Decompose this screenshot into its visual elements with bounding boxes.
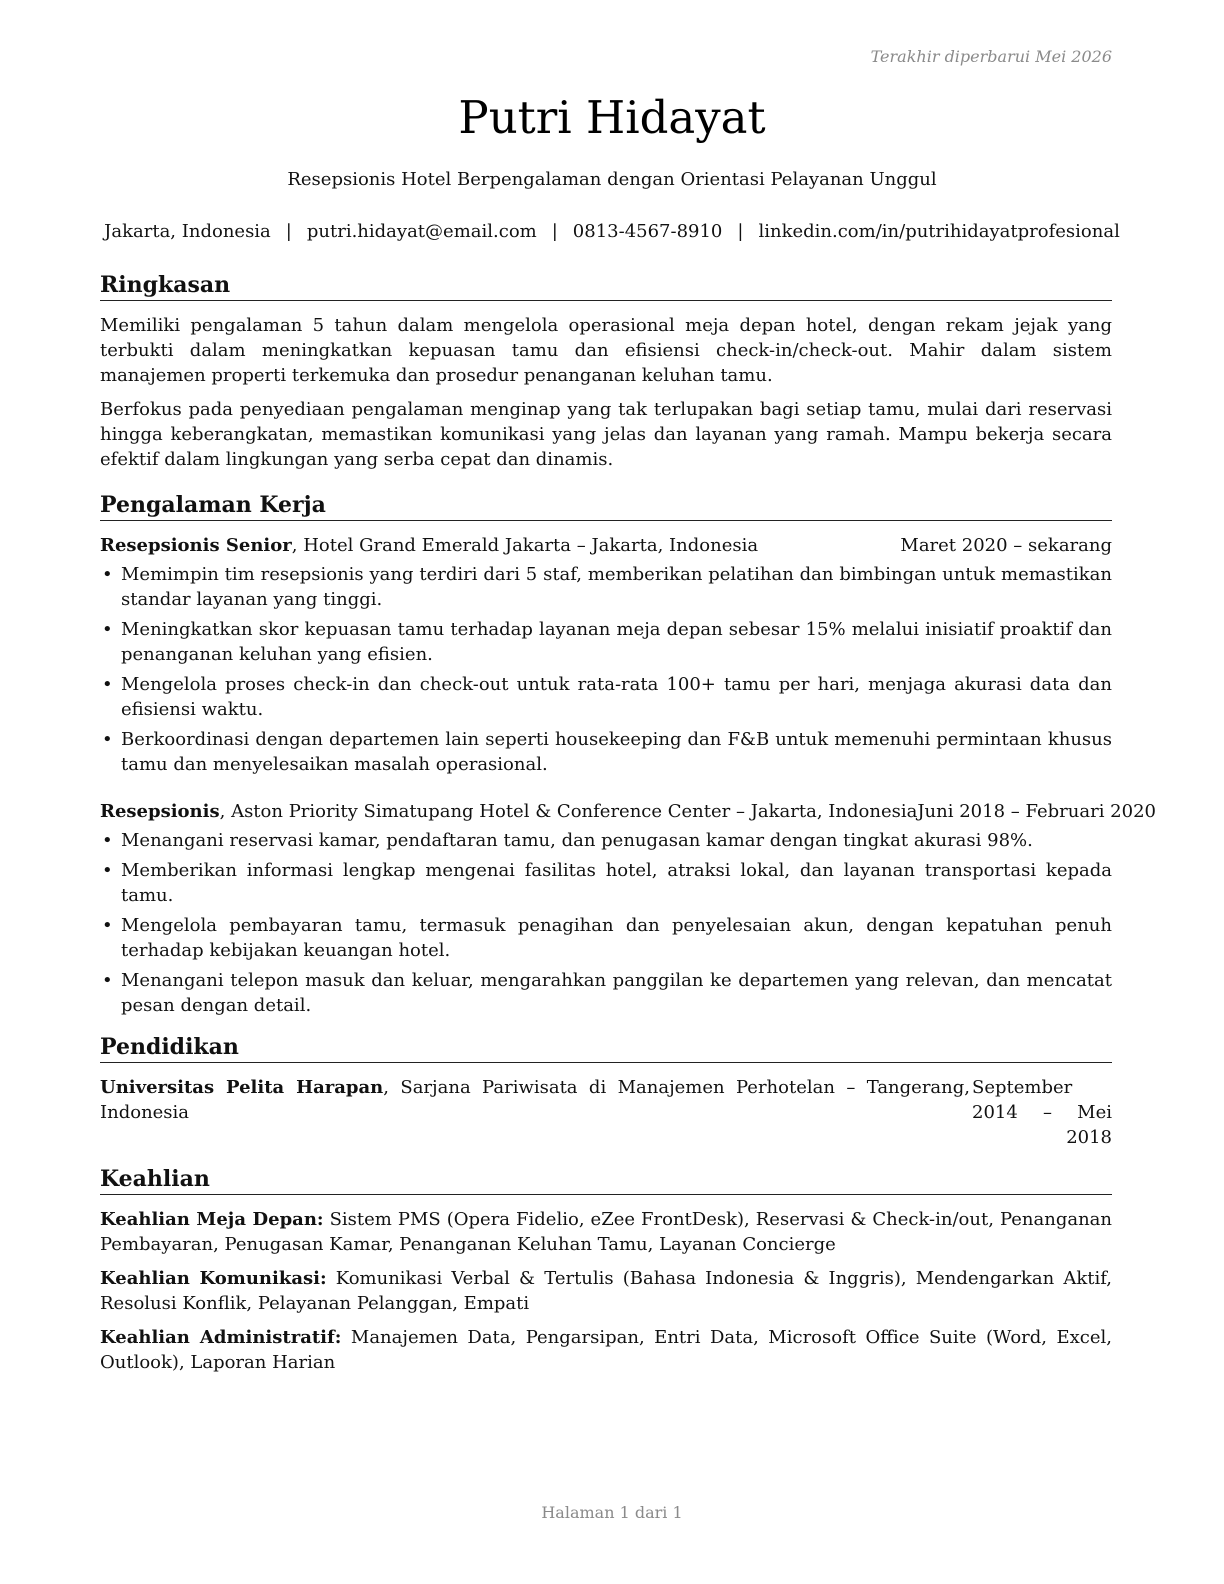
summary-paragraph: Memiliki pengalaman 5 tahun dalam mengelola operasional meja depan hotel, dengan rekam jejak yang terbukti dalam meningkatkan kepuasan tamu dan efisiensi check-in/check-out. Mahir dalam sistem manajemen properti terkemuka dan prosedur penanganan keluhan tamu. bbox=[100, 315, 1112, 386]
contact-location: Jakarta, Indonesia bbox=[104, 221, 271, 242]
education-section bbox=[100, 1032, 1112, 1150]
education-dates: September 2014 – Mei 2018 bbox=[972, 1077, 1112, 1148]
list-item bbox=[100, 672, 1112, 722]
list-item bbox=[100, 913, 1112, 963]
skill-text: Komunikasi Verbal & Tertulis (Bahasa Indonesia & Inggris), Mendengarkan Aktif, Resolusi Konflik, Pelayanan Pelanggan, Empati bbox=[100, 1268, 1112, 1314]
bullet-icon: • bbox=[102, 915, 113, 936]
list-item bbox=[100, 727, 1112, 777]
bullet-text: Mengelola proses check-in dan check-out untuk rata-rata 100+ tamu per hari, menjaga akurasi data dan efisiensi waktu. bbox=[121, 674, 1112, 720]
summary-paragraph: Berfokus pada penyediaan pengalaman menginap yang tak terlupakan bagi setiap tamu, mulai dari reservasi hingga keberangkatan, memastikan komunikasi yang jelas dan layanan yang ramah. Mampu bekerja secara efektif dalam lingkungan yang serba cepat dan dinamis. bbox=[100, 399, 1112, 470]
job-title-line bbox=[100, 533, 758, 558]
bullet-icon: • bbox=[102, 860, 113, 881]
job-company: , Aston Priority Simatupang Hotel & Conference Center – Jakarta, Indonesia bbox=[219, 801, 918, 822]
bullet-text: Menangani reservasi kamar, pendaftaran tamu, dan penugasan kamar dengan tingkat akurasi 98%. bbox=[121, 830, 1033, 851]
candidate-name: Putri Hidayat bbox=[458, 91, 766, 144]
job-entry bbox=[100, 799, 1156, 1018]
job-company: , Hotel Grand Emerald Jakarta – Jakarta, Indonesia bbox=[291, 535, 759, 556]
job-header bbox=[100, 799, 1156, 824]
bullet-icon: • bbox=[102, 830, 113, 851]
list-item bbox=[100, 828, 1112, 853]
bullet-text: Berkoordinasi dengan departemen lain seperti housekeeping dan F&B untuk memenuhi permintaan khusus tamu dan menyelesaikan masalah operasional. bbox=[121, 729, 1112, 775]
list-item bbox=[100, 858, 1112, 908]
job-title-line bbox=[100, 799, 917, 824]
skill-label: Keahlian Meja Depan: bbox=[100, 1209, 324, 1230]
skill-row bbox=[100, 1207, 1112, 1257]
contact-linkedin[interactable]: linkedin.com/in/putrihidayatprofesional bbox=[758, 221, 1120, 242]
job-bullet-list bbox=[100, 562, 1112, 777]
job-role: Resepsionis Senior bbox=[100, 535, 292, 556]
bullet-icon: • bbox=[102, 970, 113, 991]
job-role: Resepsionis bbox=[100, 801, 220, 822]
section-title-skills: Keahlian bbox=[100, 1164, 1112, 1195]
list-item bbox=[100, 617, 1112, 667]
education-detail-line bbox=[100, 1075, 970, 1150]
section-title-summary: Ringkasan bbox=[100, 270, 1112, 301]
skill-text: Manajemen Data, Pengarsipan, Entri Data, Microsoft Office Suite (Word, Excel, Outlook), Laporan Harian bbox=[100, 1327, 1112, 1373]
contact-separator: | bbox=[285, 221, 292, 242]
contact-separator: | bbox=[737, 221, 744, 242]
list-item bbox=[100, 562, 1112, 612]
skill-text: Sistem PMS (Opera Fidelio, eZee FrontDesk), Reservasi & Check-in/out, Penanganan Pembayaran, Penugasan Kamar, Penanganan Keluhan Tamu, Layanan Concierge bbox=[100, 1209, 1112, 1255]
skills-section bbox=[100, 1164, 1112, 1375]
education-entry bbox=[100, 1075, 1112, 1150]
list-item bbox=[100, 968, 1112, 1018]
experience-section bbox=[100, 490, 1156, 1018]
bullet-icon: • bbox=[102, 564, 113, 585]
job-dates: Juni 2018 – Februari 2020 bbox=[917, 801, 1156, 822]
summary-section bbox=[100, 270, 1112, 472]
bullet-icon: • bbox=[102, 729, 113, 750]
section-title-education: Pendidikan bbox=[100, 1032, 1112, 1063]
contact-phone: 0813-4567-8910 bbox=[572, 221, 723, 242]
candidate-tagline: Resepsionis Hotel Berpengalaman dengan Orientasi Pelayanan Unggul bbox=[287, 169, 937, 190]
resume-content bbox=[100, 270, 1156, 1384]
job-entry bbox=[100, 533, 1112, 777]
bullet-icon: • bbox=[102, 674, 113, 695]
education-degree: , Sarjana Pariwisata di Manajemen Perhotelan – Tangerang, Indonesia bbox=[100, 1077, 970, 1123]
contact-separator: | bbox=[551, 221, 558, 242]
job-bullet-list bbox=[100, 828, 1112, 1018]
last-updated-note: Terakhir diperbarui Mei 2026 bbox=[870, 47, 1112, 66]
skill-label: Keahlian Administratif: bbox=[100, 1327, 342, 1348]
contact-email[interactable]: putri.hidayat@email.com bbox=[306, 221, 537, 242]
bullet-text: Menangani telepon masuk dan keluar, mengarahkan panggilan ke departemen yang relevan, dan mencatat pesan dengan detail. bbox=[121, 970, 1112, 1016]
contact-line bbox=[0, 219, 1224, 244]
bullet-text: Mengelola pembayaran tamu, termasuk penagihan dan penyelesaian akun, dengan kepatuhan penuh terhadap kebijakan keuangan hotel. bbox=[121, 915, 1112, 961]
page-number-footer: Halaman 1 dari 1 bbox=[541, 1503, 683, 1522]
education-school: Universitas Pelita Harapan bbox=[100, 1077, 384, 1098]
section-title-experience: Pengalaman Kerja bbox=[100, 490, 1112, 521]
bullet-text: Memimpin tim resepsionis yang terdiri dari 5 staf, memberikan pelatihan dan bimbingan untuk memastikan standar layanan yang tinggi. bbox=[121, 564, 1112, 610]
skill-row bbox=[100, 1266, 1112, 1316]
bullet-text: Meningkatkan skor kepuasan tamu terhadap layanan meja depan sebesar 15% melalui inisiatif proaktif dan penanganan keluhan yang efisien. bbox=[121, 619, 1112, 665]
job-header bbox=[100, 533, 1112, 558]
skill-label: Keahlian Komunikasi: bbox=[100, 1268, 327, 1289]
bullet-icon: • bbox=[102, 619, 113, 640]
skill-row bbox=[100, 1325, 1112, 1375]
job-dates: Maret 2020 – sekarang bbox=[900, 535, 1112, 556]
bullet-text: Memberikan informasi lengkap mengenai fasilitas hotel, atraksi lokal, dan layanan transportasi kepada tamu. bbox=[121, 860, 1112, 906]
